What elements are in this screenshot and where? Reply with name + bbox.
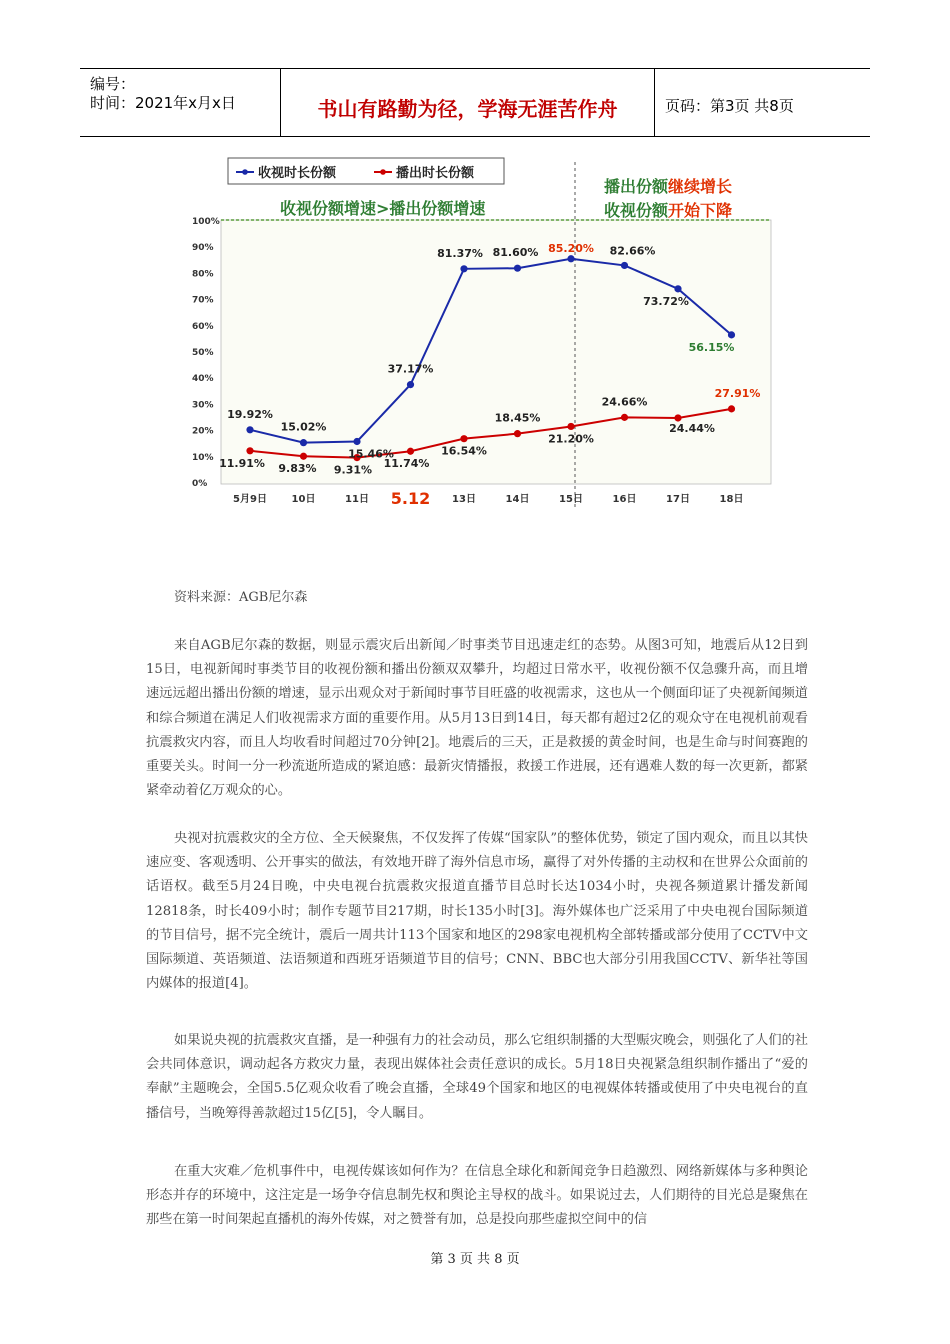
y-tick-label: 100% xyxy=(192,217,220,227)
value-label-series-2: 11.91% xyxy=(219,456,265,470)
header-table xyxy=(80,68,870,137)
value-label-series-2: 27.91% xyxy=(714,386,761,400)
value-label-series-1: 82.66% xyxy=(609,244,656,258)
value-label-series-1: 85.20% xyxy=(548,241,594,255)
annotation-right-2 xyxy=(604,201,732,220)
data-point-series-2 xyxy=(300,453,307,460)
x-tick-label: 10日 xyxy=(291,494,316,505)
annotation-right-2b: 开始下降 xyxy=(668,201,733,220)
value-label-series-2: 11.74% xyxy=(383,457,430,471)
data-point-series-1 xyxy=(514,265,521,272)
source-note: 资料来源：AGB尼尔森 xyxy=(174,590,308,605)
share-chart xyxy=(188,152,778,517)
paragraph-3: 如果说央视的抗震救灾直播，是一种强有力的社会动员，那么它组织制播的大型赈灾晚会，则强化了人们的社会共同体意识，调动起各方救灾力量，表现出媒体社会责任意识的成长。5月18日央视紧急组织制作播出了“爱的奉献”主题晚会，全国5.5亿观众收看了晚会直播，全球49个国家和地区的电视媒体转播或使用了中央电视台的直播信号，当晚筹得善款超过15亿[5]，令人瞩目。 xyxy=(146,1033,808,1121)
data-point-series-1 xyxy=(460,265,467,272)
x-tick-label: 5月9日 xyxy=(233,494,267,505)
data-point-series-2 xyxy=(674,414,681,421)
header-cell-motto xyxy=(281,69,655,136)
time-label: 时间：2021年x月x日 xyxy=(90,94,236,112)
value-label-series-1: 15.02% xyxy=(280,420,327,434)
value-label-series-2: 16.54% xyxy=(441,444,487,458)
legend-label-series2: 播出时长份额 xyxy=(396,166,475,181)
annotation-right-1a: 播出份额 xyxy=(604,177,669,196)
value-label-series-1: 81.60% xyxy=(492,246,539,260)
value-label-series-1: 81.37% xyxy=(437,246,483,260)
value-label-series-2: 18.45% xyxy=(494,411,541,425)
y-tick-label: 20% xyxy=(192,426,214,437)
motto: 书山有路勤为径，学海无涯苦作舟 xyxy=(317,97,618,121)
data-point-series-2 xyxy=(246,447,253,454)
page-footer: 第 3 页 共 8 页 xyxy=(430,1252,520,1267)
annotation-left: 收视份额增速>播出份额增速 xyxy=(280,199,486,218)
value-label-series-2: 24.44% xyxy=(669,421,715,435)
y-tick-label: 70% xyxy=(192,295,214,306)
data-point-series-1 xyxy=(674,285,681,292)
value-label-series-2: 24.66% xyxy=(601,395,648,409)
y-tick-label: 40% xyxy=(192,374,214,385)
value-label-series-1: 56.15% xyxy=(688,340,735,354)
x-tick-label: 13日 xyxy=(452,494,476,505)
y-tick-label: 80% xyxy=(192,269,214,280)
x-tick-label: 15日 xyxy=(559,494,583,505)
x-tick-label: 11日 xyxy=(345,494,369,505)
legend-label-series1: 收视时长份额 xyxy=(258,166,337,181)
share-chart-svg xyxy=(188,152,778,517)
y-tick-label: 10% xyxy=(192,452,214,463)
y-tick-label: 30% xyxy=(192,400,214,411)
y-tick-label: 90% xyxy=(192,243,214,254)
value-label-series-2: 21.20% xyxy=(548,432,594,446)
value-label-series-2: 9.83% xyxy=(278,462,317,476)
data-point-series-1 xyxy=(621,262,628,269)
header-cell-page xyxy=(655,69,870,136)
x-tick-label: 18日 xyxy=(719,494,744,505)
data-point-series-1 xyxy=(728,331,735,338)
data-point-series-2 xyxy=(514,430,521,437)
code-label: 编号： xyxy=(90,75,136,93)
data-point-series-2 xyxy=(460,435,467,442)
x-tick-label: 17日 xyxy=(666,494,690,505)
data-point-series-1 xyxy=(353,438,360,445)
data-point-series-1 xyxy=(246,426,253,433)
x-tick-label: 16日 xyxy=(612,494,637,505)
legend-marker-series1 xyxy=(242,169,248,175)
x-tick-label: 5.12 xyxy=(390,489,431,508)
data-point-series-2 xyxy=(728,405,735,412)
annotation-right-1b: 继续增长 xyxy=(668,177,733,196)
y-tick-label: 60% xyxy=(192,321,214,332)
value-label-series-1: 19.92% xyxy=(227,407,273,421)
header-cell-info xyxy=(80,69,281,136)
y-tick-label: 0% xyxy=(192,479,208,489)
page-label: 页码：第3页 共8页 xyxy=(665,97,794,115)
data-point-series-1 xyxy=(407,381,414,388)
data-point-series-1 xyxy=(567,255,574,262)
value-label-series-2: 9.31% xyxy=(333,463,373,477)
paragraph-1: 来自AGB尼尔森的数据，则显示震灾后出新闻／时事类节目迅速走红的态势。从图3可知，地震后从12日到15日，电视新闻时事类节目的收视份额和播出份额双双攀升，均超过日常水平，收视份额不仅急骤升高，而且增速远远超出播出份额的增速，显示出观众对于新闻时事节目旺盛的收视需求，这也从一个侧面印证了央视新闻频道和综合频道在满足人们收视需求方面的重要作用。从5月13日到14日，每天都有超过2亿的观众守在电视机前观看抗震救灾内容，而且人均收看时间超过70分钟[2]。地震后的三天，正是救援的黄金时间，也是生命与时间赛跑的重要关头。时间一分一秒流逝所造成的紧迫感：最新灾情播报，救援工作进展，还有遇难人数的每一次更新，都紧紧牵动着亿万观众的心。 xyxy=(146,638,808,799)
legend-marker-series2 xyxy=(380,169,386,175)
value-label-series-1: 73.72% xyxy=(643,294,689,308)
data-point-series-2 xyxy=(407,448,414,455)
paragraph-2: 央视对抗震救灾的全方位、全天候聚焦，不仅发挥了传媒“国家队”的整体优势，锁定了国内观众，而且以其快速应变、客观透明、公开事实的做法，有效地开辟了海外信息市场，赢得了对外传播的主动权和在世界公众面前的话语权。截至5月24日晚，中央电视台抗震救灾报道直播节目总时长达1034小时，央视各频道累计播发新闻12818条，时长409小时；制作专题节目217期，时长135小时[3]。海外媒体也广泛采用了中央电视台国际频道的节目信号，据不完全统计，震后一周共计113个国家和地区的298家电视机构全部转播或部分使用了CCTV中文国际频道、英语频道、法语频道和西班牙语频道节目的信号；CNN、BBC也大部分引用我国CCTV、新华社等国内媒体的报道[4]。 xyxy=(146,831,808,992)
data-point-series-2 xyxy=(567,423,574,430)
value-label-series-1: 15.46% xyxy=(348,447,394,461)
data-point-series-1 xyxy=(300,439,307,446)
data-point-series-2 xyxy=(621,414,628,421)
annotation-right-2a: 收视份额 xyxy=(604,201,669,220)
y-tick-label: 50% xyxy=(192,348,214,358)
paragraph-4: 在重大灾难／危机事件中，电视传媒该如何作为？在信息全球化和新闻竞争日趋激烈、网络新媒体与多种舆论形态并存的环境中，这注定是一场争夺信息制先权和舆论主导权的战斗。如果说过去，人们期待的目光总是聚焦在那些在第一时间架起直播机的海外传媒，对之赞誉有加，总是投向那些虚拟空间中的信 xyxy=(146,1164,808,1228)
value-label-series-1: 37.17% xyxy=(387,362,434,376)
x-tick-label: 14日 xyxy=(505,494,530,505)
annotation-right-1 xyxy=(604,177,732,196)
